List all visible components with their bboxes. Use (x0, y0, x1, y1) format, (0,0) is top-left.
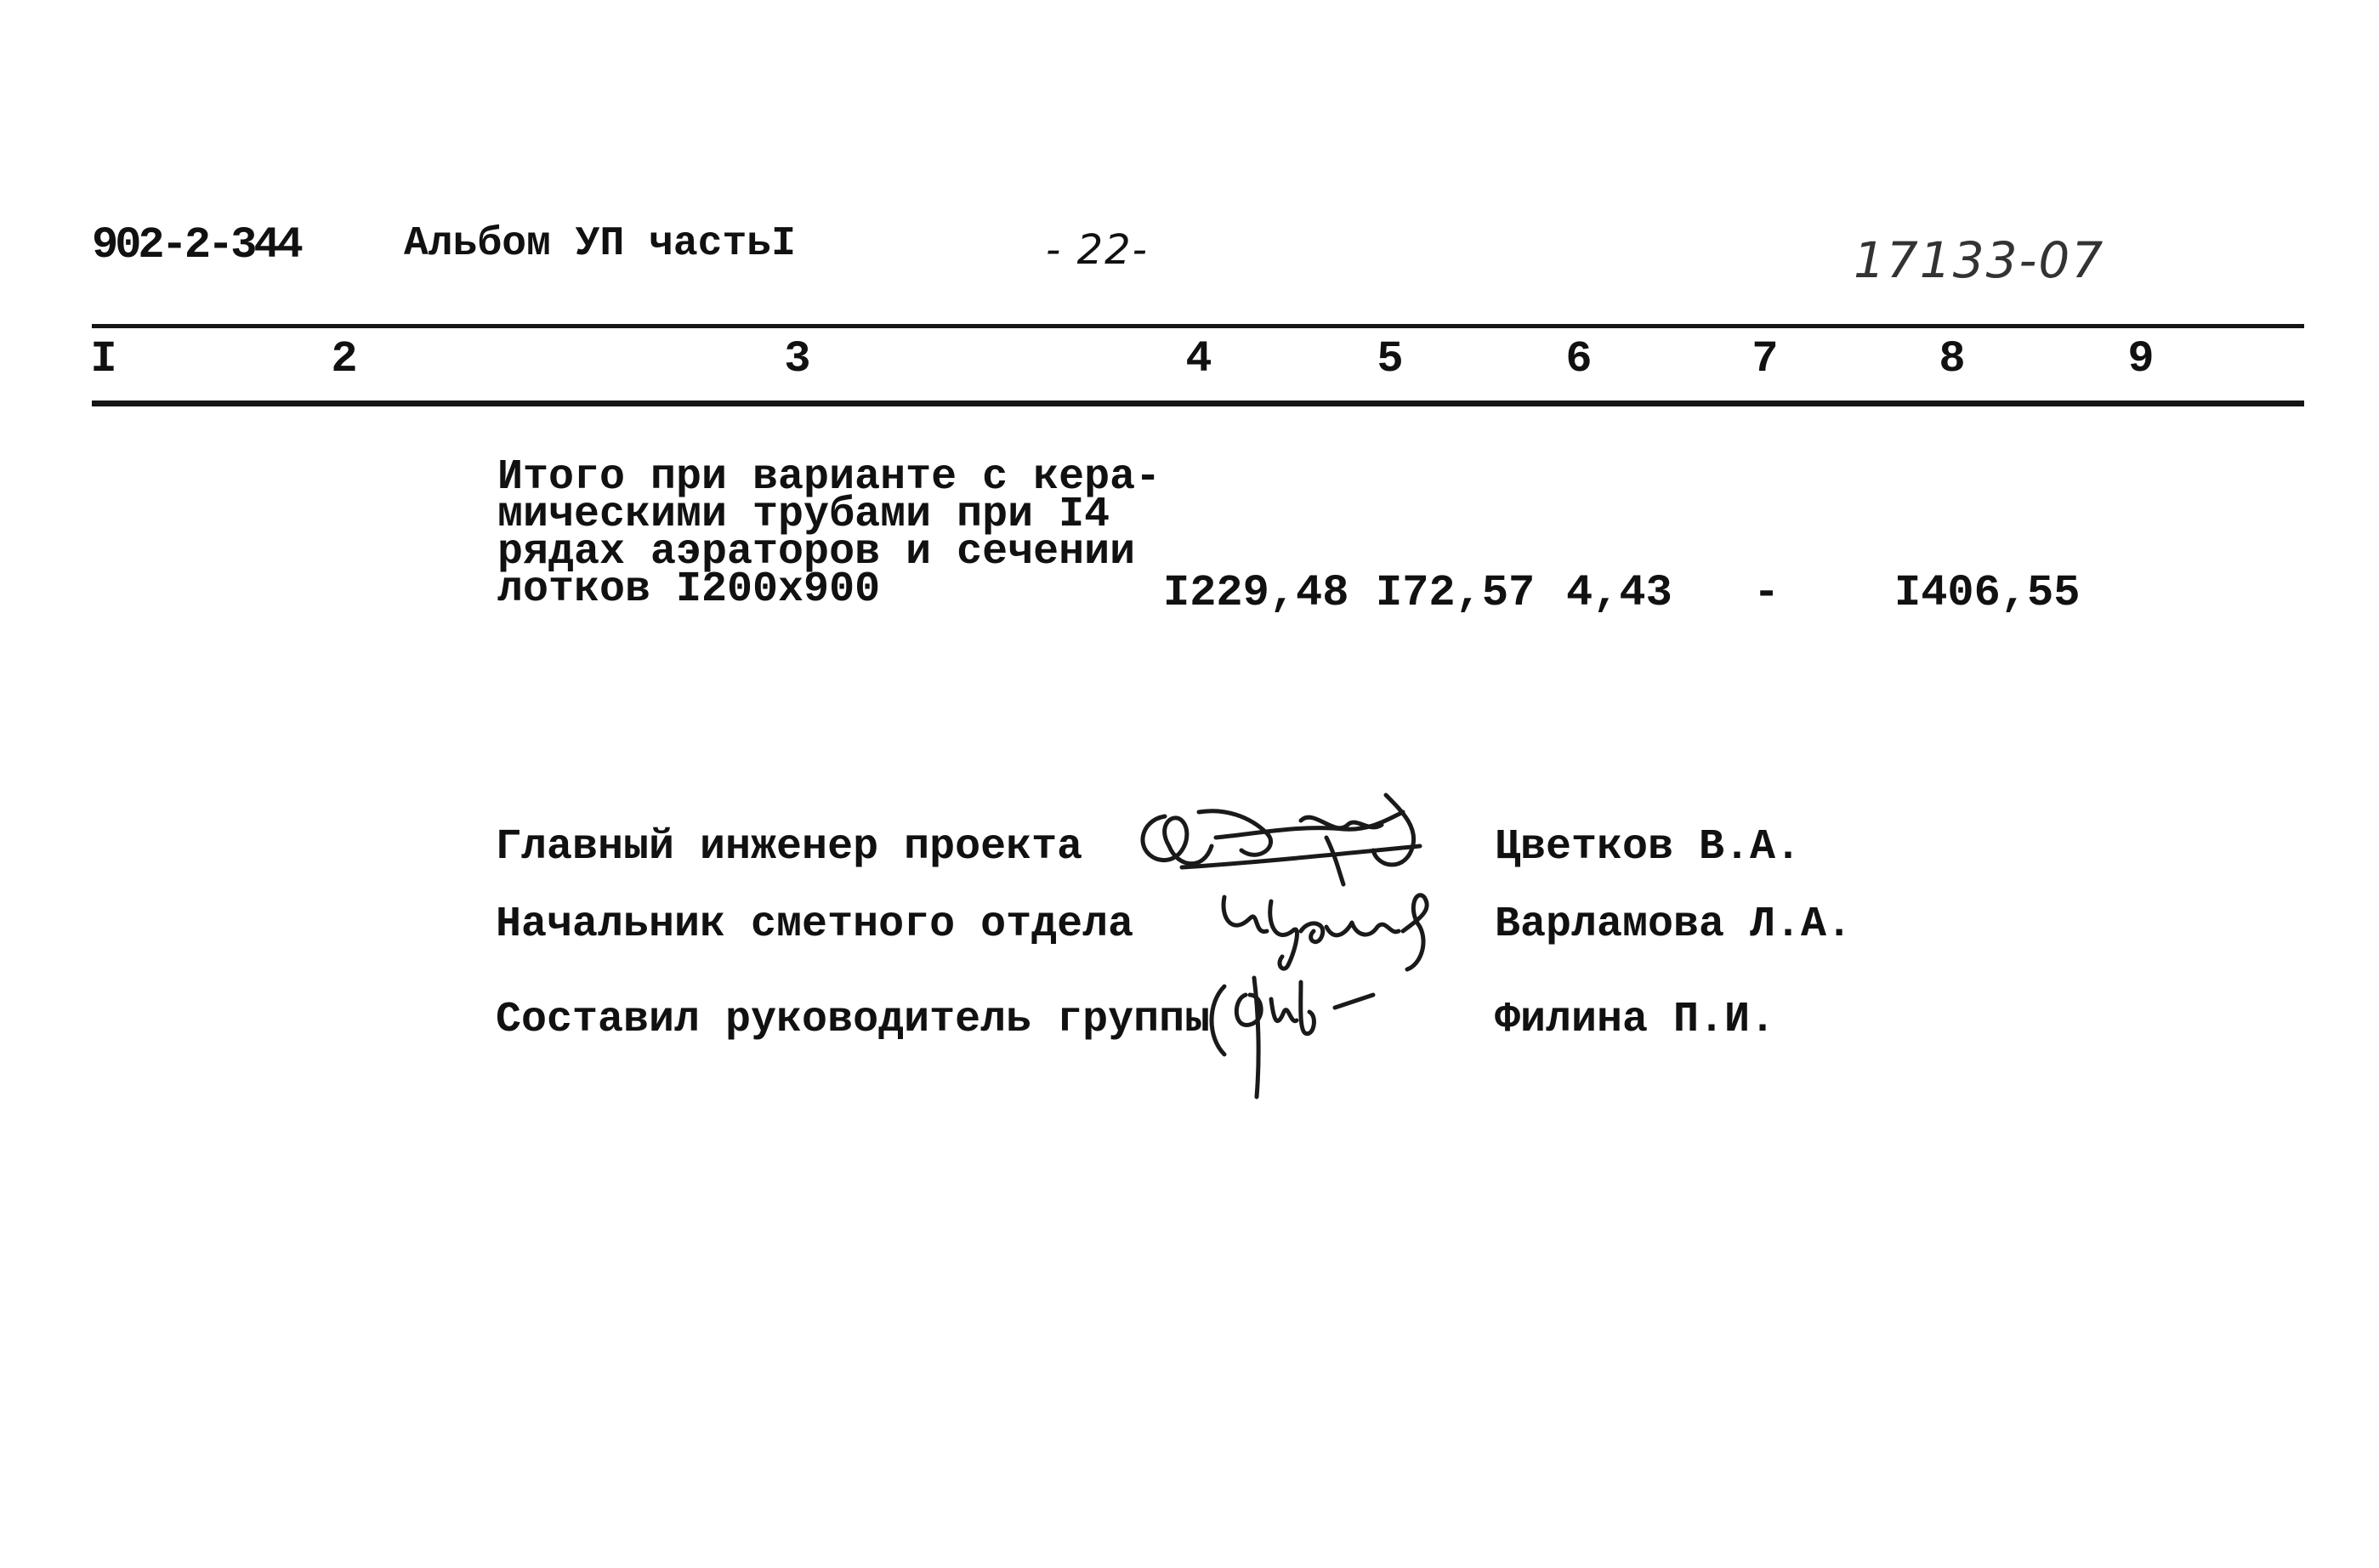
column-number-1: I (90, 334, 117, 384)
description-line: рядах аэраторов и сечении (497, 528, 1136, 577)
signature-role-chief-engineer: Главный инженер проекта (496, 823, 1083, 872)
column-number-3: 3 (784, 334, 811, 384)
column-number-6: 6 (1565, 334, 1593, 384)
column-number-4: 4 (1185, 334, 1212, 384)
table-header-rule (92, 401, 2304, 406)
handwritten-signature-1 (1131, 787, 1454, 897)
table-top-rule (92, 324, 2304, 328)
doc-code: 902-2-344 (92, 220, 300, 270)
handwritten-signature-3 (1199, 961, 1394, 1105)
page-number: - 22- (1046, 226, 1149, 274)
signature-name-chief-engineer: Цветков В.А. (1495, 823, 1802, 872)
cell-col6: 4,43 (1566, 568, 1672, 618)
description-line: мическими трубами при I4 (497, 491, 1110, 539)
signature-role-estimate-head: Начальник сметного отдела (496, 900, 1134, 949)
column-number-5: 5 (1377, 334, 1404, 384)
signature-name-estimate-head: Варламова Л.А. (1495, 900, 1853, 949)
description-line: лотков I200х900 (497, 565, 881, 614)
cell-col5: I72,57 (1376, 568, 1536, 618)
description-line: Итого при варианте с кера- (497, 453, 1161, 502)
signature-role-group-lead: Составил руководитель группы (496, 996, 1211, 1044)
archive-number: 17133-07 (1854, 231, 2105, 289)
album-title: Альбом УП частьI (404, 221, 796, 267)
column-number-7: 7 (1752, 334, 1779, 384)
table-row-description (497, 453, 1161, 614)
column-number-8: 8 (1939, 334, 1966, 384)
cell-col8: I406,55 (1894, 568, 2081, 618)
cell-col7: - (1753, 568, 1780, 618)
cell-col4: I229,48 (1163, 568, 1349, 618)
column-number-9: 9 (2127, 334, 2155, 384)
column-number-2: 2 (331, 334, 358, 384)
signature-name-group-lead: Филина П.И. (1495, 996, 1776, 1044)
